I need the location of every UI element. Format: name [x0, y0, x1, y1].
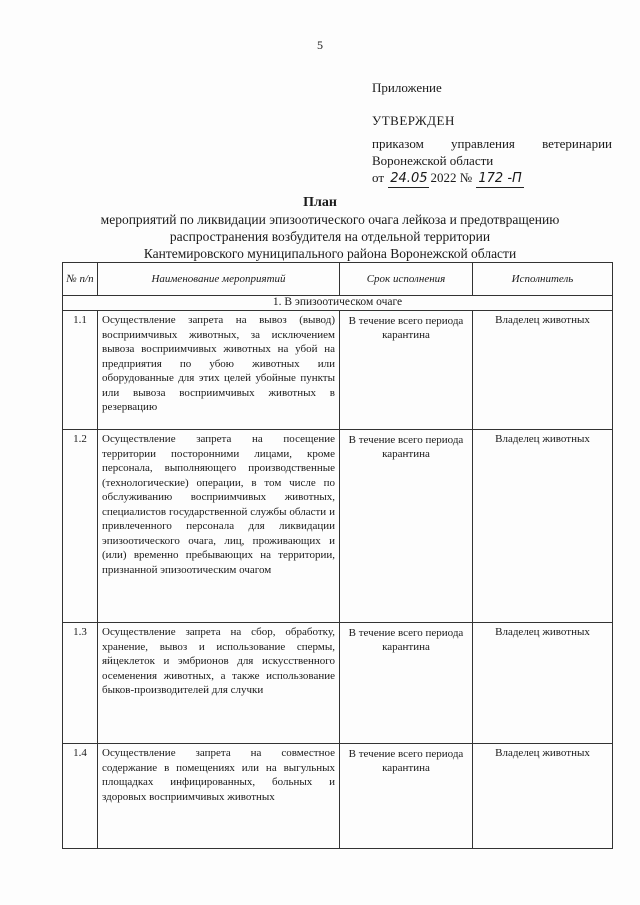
row-number: 1.1: [63, 311, 98, 430]
approval-title: УТВЕРЖДЕН: [372, 113, 455, 128]
row-number: 1.4: [63, 744, 98, 849]
approval-word: управления: [451, 136, 515, 151]
row-executor: Владелец животных: [473, 430, 613, 623]
order-year: 2022: [430, 170, 457, 185]
table-row: [63, 311, 613, 430]
approval-word: ветеринарии: [542, 136, 612, 151]
order-number-sign: №: [459, 170, 473, 185]
header-name: Наименование мероприятий: [98, 263, 340, 296]
section-row: [63, 296, 613, 311]
order-line: [372, 169, 612, 188]
order-prefix: от: [372, 170, 385, 185]
subtitle-line: распространения возбудителя на отдельной территории: [169, 229, 491, 244]
document-subtitle: [60, 211, 600, 262]
row-term: В течение всего периода карантина: [340, 623, 473, 744]
order-number-handwritten: 172 -П: [478, 171, 522, 186]
section-title: 1. В эпизоотическом очаге: [63, 296, 613, 311]
table-row: [63, 744, 613, 849]
row-description: Осуществление запрета на вывоз (вывод) восприимчивых животных, за исключением вывоза восприимчивых животных на убой на предприятия по убою животных или оборудованные для этих целей убойные пункты или вывоза восприимчивых животных в резервацию: [98, 311, 340, 430]
header-num: № п/п: [63, 263, 98, 296]
row-executor: Владелец животных: [473, 744, 613, 849]
page-number: 5: [317, 38, 323, 52]
approval-word: приказом: [372, 136, 424, 151]
subtitle-line: Кантемировского муниципального района Воронежской области: [143, 246, 517, 261]
appendix-label: Приложение: [372, 80, 442, 95]
document-title: План: [303, 195, 337, 210]
row-number: 1.2: [63, 430, 98, 623]
row-term: В течение всего периода карантина: [340, 744, 473, 849]
order-date-handwritten: 24.05: [390, 171, 428, 186]
table-row: [63, 623, 613, 744]
subtitle-line: мероприятий по ликвидации эпизоотического очага лейкоза и предотвращению: [100, 212, 560, 227]
header-term: Срок исполнения: [340, 263, 473, 296]
row-description: Осуществление запрета на сбор, обработку, хранение, вывоз и использование спермы, яйцеклеток и эмбрионов для искусственного осеменения животных, а также использование быков-производителей для случки: [98, 623, 340, 744]
approval-issuer-line: [372, 135, 612, 152]
approval-region: Воронежской области: [372, 153, 494, 168]
row-number: 1.3: [63, 623, 98, 744]
measures-table: [62, 262, 613, 849]
table-row: [63, 430, 613, 623]
row-term: В течение всего периода карантина: [340, 311, 473, 430]
row-term: В течение всего периода карантина: [340, 430, 473, 623]
row-executor: Владелец животных: [473, 311, 613, 430]
header-executor: Исполнитель: [473, 263, 613, 296]
row-description: Осуществление запрета на посещение территории посторонними лицами, кроме персонала, выполняющего производственные (технологические) операции, в том числе по обслуживанию восприимчивых животных, специалистов государственной службы области и привлеченного персонала для ликвидации эпизоотического очага, лиц, проживающих и (или) временно пребывающих на территории, признанной эпизоотическим очагом: [98, 430, 340, 623]
row-executor: Владелец животных: [473, 623, 613, 744]
row-description: Осуществление запрета на совместное содержание в помещениях или на выгульных площадках инфицированных, больных и здоровых восприимчивых животных: [98, 744, 340, 849]
table-header-row: [63, 263, 613, 296]
approval-block: [372, 112, 612, 188]
